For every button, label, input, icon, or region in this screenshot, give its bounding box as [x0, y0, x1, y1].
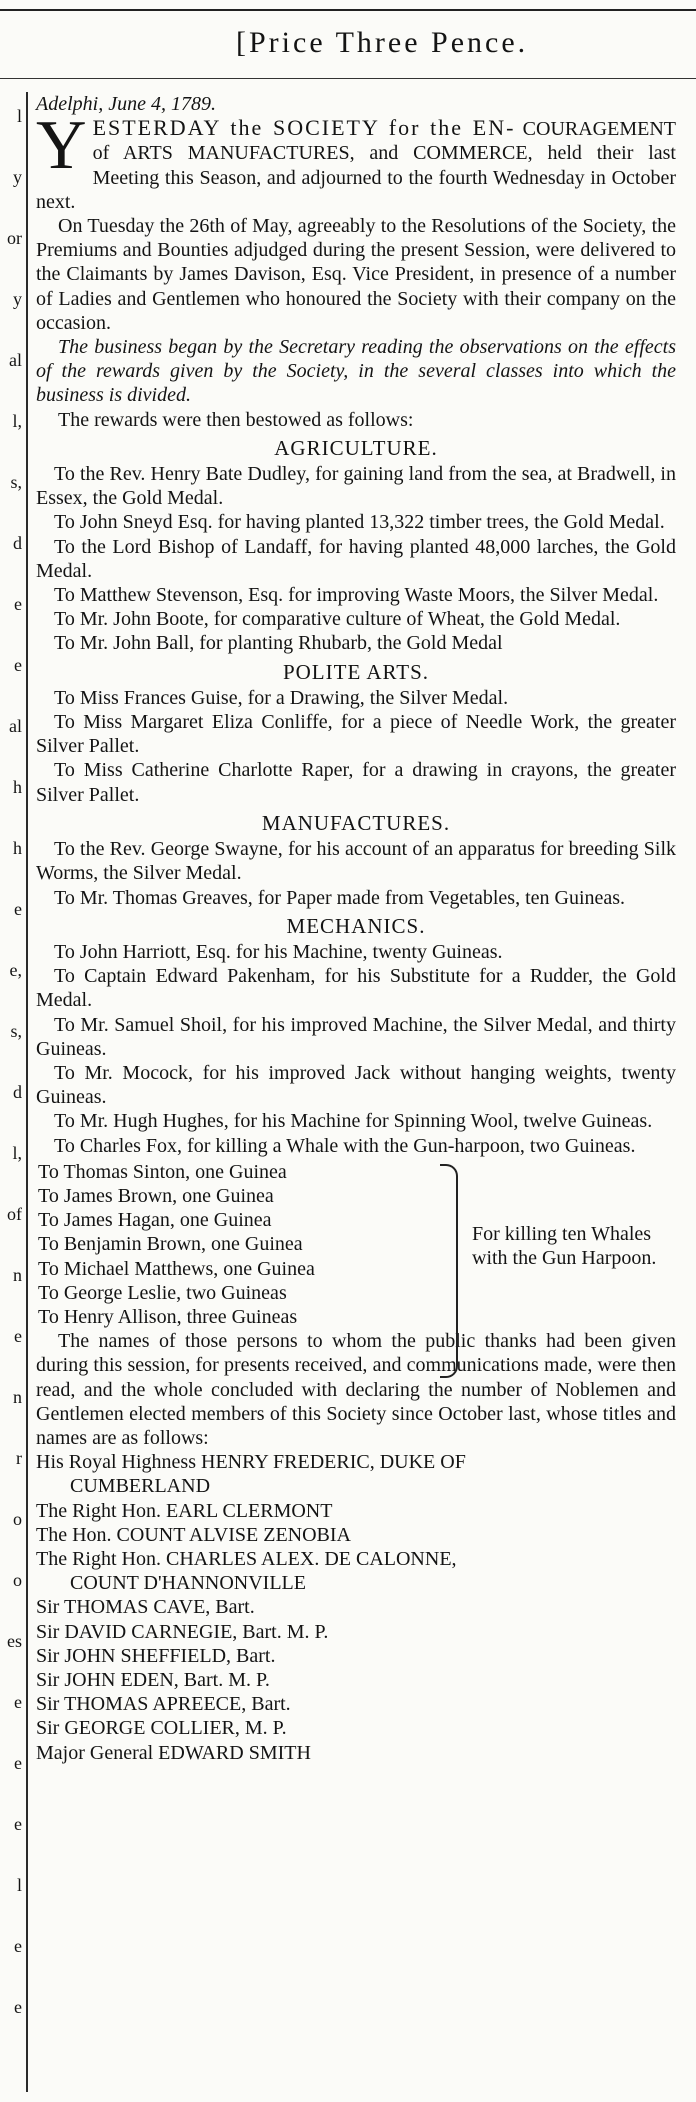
left-column-fragment: l [16, 106, 22, 126]
left-column-fragment: r [16, 1448, 22, 1468]
member-name: Sir THOMAS CAVE, Bart. [36, 1596, 255, 1619]
section-heading: MECHANICS. [286, 913, 426, 938]
left-column-fragment: h [13, 777, 22, 797]
award-entry: To Mr. Samuel Shoil, for his improved Machine, the Silver Medal, and thirty Guineas. [36, 1013, 676, 1060]
drop-cap: Y [36, 107, 87, 185]
opening-head: ESTERDAY the SOCIETY for the EN- [92, 115, 516, 141]
award-entry: To Miss Catherine Charlotte Raper, for a drawing in crayons, the greater Silver Pallet. [36, 759, 676, 806]
award-entry: To Mr. Thomas Greaves, for Paper made from Vegetables, ten Guineas. [54, 886, 626, 909]
member-name: COUNT D'HANNONVILLE [70, 1572, 306, 1595]
award-entry: To John Sneyd Esq. for having planted 13,322 timber trees, the Gold Medal. [54, 511, 665, 534]
left-column-fragment: or [7, 228, 22, 248]
whaler-entry: To Henry Allison, three Guineas [38, 1305, 298, 1328]
business-paragraph: The business began by the Secretary reading the observations on the effects of the rewards given by the Society, in the several classes into which the business is divided. [36, 336, 676, 407]
left-column-fragment: e [14, 899, 22, 919]
left-column-fragment: e [14, 1814, 22, 1834]
left-column-fragments [0, 92, 24, 2082]
member-name: Sir JOHN EDEN, Bart. M. P. [36, 1669, 270, 1691]
section-heading: POLITE ARTS. [282, 659, 430, 684]
whaler-entry: To James Brown, one Guinea [38, 1184, 274, 1207]
member-name: The Right Hon. CHARLES ALEX. DE CALONNE, [36, 1547, 457, 1570]
whalers-note: For killing ten Whales with the Gun Harpoon. [472, 1222, 657, 1269]
thanks-paragraph: The names of those persons to whom the public thanks had been given during this session, for presents received, and communications made, were then read, and the whole concluded with declaring the number of Noblemen and Gentlemen elected members of this Society since October last, whose titles and names are as follows: [36, 1330, 676, 1449]
top-rule [0, 9, 696, 11]
whaler-entry: To George Leslie, two Guineas [38, 1281, 287, 1304]
award-entry: To the Lord Bishop of Landaff, for having planted 48,000 larches, the Gold Medal. [36, 535, 676, 582]
award-entry: To Mr. John Boote, for comparative culture of Wheat, the Gold Medal. [54, 608, 621, 631]
left-column-fragment: al [9, 350, 22, 370]
section-heading: MANUFACTURES. [261, 810, 451, 835]
left-column-fragment: o [13, 1570, 22, 1590]
award-entry: To Mr. John Ball, for planting Rhubarb, the Gold Medal [54, 632, 503, 655]
left-column-fragment: l, [12, 411, 22, 431]
member-name: His Royal Highness HENRY FREDERIC, DUKE OF [36, 1451, 466, 1474]
left-column-fragment: e [14, 1936, 22, 1956]
member-name: The Hon. COUNT ALVISE ZENOBIA [36, 1523, 351, 1546]
award-entry: To John Harriott, Esq. for his Machine, twenty Guineas. [54, 940, 503, 963]
opening-paragraph [36, 107, 676, 214]
left-column-fragment: h [13, 838, 22, 858]
award-entry: To Captain Edward Pakenham, for his Substitute for a Rudder, the Gold Medal. [36, 965, 676, 1012]
members-list [36, 1450, 676, 1765]
whalers-group [36, 1160, 676, 1329]
member-name: Sir JOHN SHEFFIELD, Bart. [36, 1644, 276, 1667]
member-name: Sir GEORGE COLLIER, M. P. [36, 1717, 287, 1740]
left-column-fragment: n [13, 1387, 22, 1407]
left-column-fragment: n [13, 1265, 22, 1285]
left-column-fragment: s, [10, 1021, 22, 1041]
award-entry: To Miss Margaret Eliza Conliffe, for a piece of Needle Work, the greater Silver Pallet. [36, 711, 676, 758]
award-sections [36, 436, 676, 1158]
member-name: CUMBERLAND [70, 1475, 211, 1498]
award-entry: To the Rev. George Swayne, for his account of an apparatus for breeding Silk Worms, the Silver Medal. [36, 838, 676, 885]
left-column-fragment: d [13, 1082, 22, 1102]
left-column-fragment: y [13, 167, 22, 187]
left-column-fragment: s, [10, 472, 22, 492]
left-column-fragment: es [7, 1631, 22, 1651]
award-entry: To Mr. Hugh Hughes, for his Machine for Spinning Wool, twelve Guineas. [54, 1110, 653, 1133]
award-entry: To Mr. Mocock, for his improved Jack without hanging weights, twenty Guineas. [36, 1061, 676, 1109]
left-column-fragment: l, [12, 1143, 22, 1163]
whaler-entry: To James Hagan, one Guinea [38, 1209, 272, 1232]
left-column-fragment: o [13, 1509, 22, 1529]
whaler-entry: To Thomas Sinton, one Guinea [38, 1160, 287, 1183]
left-column-fragment: e [14, 655, 22, 675]
whalers-list [36, 1160, 436, 1329]
left-column-fragment: e [14, 1326, 22, 1346]
award-entry: To Miss Frances Guise, for a Drawing, the Silver Medal. [54, 686, 509, 709]
whaler-entry: To Michael Matthews, one Guinea [38, 1257, 315, 1280]
left-column-fragment: e [14, 1997, 22, 2017]
brace-bracket [440, 1164, 458, 1378]
dateline: Adelphi, June 4, 1789. [36, 93, 216, 115]
member-name: Sir DAVID CARNEGIE, Bart. M. P. [36, 1620, 329, 1643]
award-entry: To Matthew Stevenson, Esq. for improving Waste Moors, the Silver Medal. [54, 584, 659, 607]
left-column-fragment: al [9, 716, 22, 736]
left-column-fragment: e [14, 1692, 22, 1712]
left-column-fragment: d [13, 533, 22, 553]
opening-rest: COURAGEMENT of ARTS MANUFACTURES, and COMMERCE, held their last Meeting this Season, and adjourned to the fourth Wednesday in October next. [36, 118, 676, 213]
left-column-fragment: e [14, 1753, 22, 1773]
left-column-fragment: e [14, 594, 22, 614]
member-name: Major General EDWARD SMITH [36, 1741, 311, 1764]
rewards-intro: The rewards were then bestowed as follows: [58, 408, 414, 431]
article [36, 92, 676, 1765]
price-line: [Price Three Pence. [236, 26, 529, 59]
masthead-rule [0, 78, 696, 79]
left-column-fragment: l [16, 1875, 22, 1895]
left-column-fragment: y [13, 289, 22, 309]
section-heading: AGRICULTURE. [274, 435, 438, 460]
left-column-fragment: e, [9, 960, 22, 980]
award-entry: To the Rev. Henry Bate Dudley, for gaining land from the sea, at Bradwell, in Essex, the Gold Medal. [36, 463, 676, 510]
member-name: Sir THOMAS APREECE, Bart. [36, 1693, 291, 1716]
whaler-entry: To Benjamin Brown, one Guinea [38, 1233, 303, 1256]
member-name: The Right Hon. EARL CLERMONT [36, 1499, 333, 1522]
left-column-fragment: of [7, 1204, 22, 1224]
premiums-paragraph: On Tuesday the 26th of May, agreeably to the Resolutions of the Society, the Premiums and Bounties adjudged during the present Session, were delivered to the Claimants by James Davison, Esq. Vice President, in presence of a number of Ladies and Gentlemen who honoured the Society with their company on the occasion. [36, 215, 676, 334]
column-rule [26, 92, 28, 2092]
award-entry: To Charles Fox, for killing a Whale with the Gun-harpoon, two Guineas. [54, 1134, 636, 1157]
